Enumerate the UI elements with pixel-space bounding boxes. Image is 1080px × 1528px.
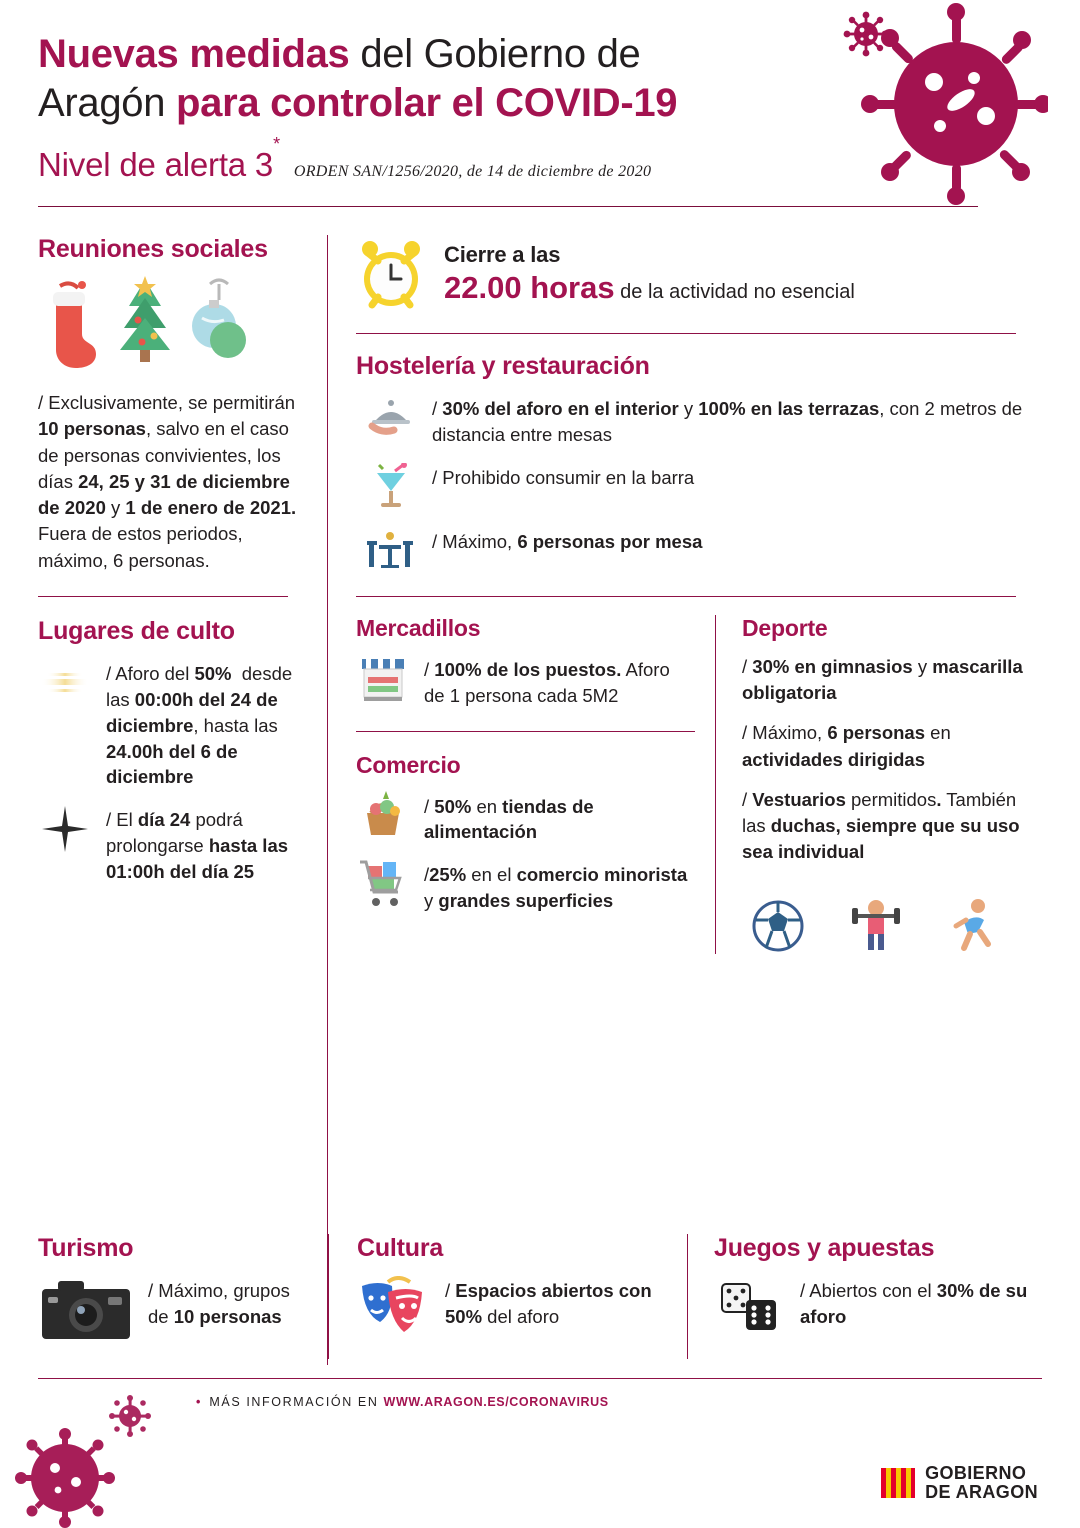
aragon-flag-icon [881,1468,915,1498]
theatre-masks-icon [357,1275,431,1339]
food-tray-icon [364,393,418,443]
comercio-item-1 [356,791,695,846]
turismo-item [38,1275,310,1345]
right-divider-2 [356,596,1016,597]
alert-level-label: Nivel de alerta 3 [38,145,274,183]
hosteleria-item-2 [364,462,1042,512]
logo-line-1: GOBIERNO [925,1463,1027,1484]
culto-item-1-text: / Aforo del 50% desde las 00:00h del 24 de diciembre, hasta las 24.00h del 6 de diciembre [106,662,293,788]
bullet-icon: • [196,1395,202,1409]
hosteleria-item-1 [364,393,1042,448]
star-sparkle-icon [38,804,92,854]
mercadillos-item-1 [356,654,695,709]
section-title-cultura: Cultura [357,1234,444,1262]
footer-coronavirus-illustration [10,1378,160,1528]
hosteleria-item-3-text: / Máximo, 6 personas por mesa [432,530,703,552]
christmas-stocking-icon [42,280,100,368]
turismo-text: / Máximo, grupos de 10 personas [148,1280,290,1327]
footer-divider [38,1378,1042,1379]
market-stall-icon [356,654,410,704]
closing-banner [356,235,1042,313]
closing-line-1: Cierre a las [444,242,561,267]
football-icon [750,898,806,954]
reuniones-text: / Exclusivamente, se permitirán 10 personas, salvo en el caso de personas convivientes, los días 24, 25 y 31 de diciembre de 2020 y 1 de enero de 2021. Fuera de estos periodos, máximo, 6 personas. [38,392,297,571]
christmas-bauble-icon [190,278,248,368]
footer [0,1378,1080,1528]
hosteleria-item-2-text: / Prohibido consumir en la barra [432,466,695,488]
header [38,0,1042,215]
grocery-basket-icon [356,791,410,841]
culto-item-1 [38,658,309,790]
alert-level [38,133,280,184]
hosteleria-item-3 [364,526,1042,576]
juegos-item [714,1275,1042,1339]
deporte-item-3: / Vestuarios permitidos. También las duchas, siempre que su uso sea individual [742,788,1020,863]
section-title-reuniones: Reuniones sociales [38,235,268,263]
cocktail-icon [364,462,418,512]
gobierno-logo-text [925,1464,1038,1502]
main-content [38,235,1042,1365]
cultura-block [328,1234,688,1359]
bottom-row [38,1234,1042,1359]
running-icon [946,896,1000,954]
closing-suffix: de la actividad no esencial [614,281,855,303]
section-title-culto: Lugares de culto [38,616,235,645]
alert-level-asterisk: * [273,133,280,154]
weightlifting-icon [846,896,906,954]
light-rays-icon [38,658,92,708]
section-title-juegos: Juegos y apuestas [714,1234,935,1262]
gobierno-de-aragon-logo [881,1464,1038,1502]
cultura-item [357,1275,667,1339]
section-title-mercadillos: Mercadillos [356,614,481,641]
juegos-block [688,1234,1042,1359]
order-reference: ORDEN SAN/1256/2020, de 14 de diciembre de 2020 [293,162,652,180]
christmas-tree-icon [114,276,176,368]
more-info [196,1395,1080,1409]
section-title-comercio: Comercio [356,751,461,778]
camera-icon [38,1275,134,1345]
closing-hours: 22.00 horas [444,270,615,305]
title-part-1: Nuevas medidas [38,32,350,76]
christmas-icons [42,276,309,368]
title-part-3: Aragón [38,80,176,125]
deporte-item-1: / 30% en gimnasios y mascarilla obligatoria [742,655,1023,704]
deporte-icons [750,884,1042,954]
section-title-deporte: Deporte [742,614,828,641]
culto-item-2-text: / El día 24 podrá prolongarse hasta las 01:00h del día 25 [106,809,289,883]
title-part-2: del Gobierno de [349,32,641,76]
closing-line-2 [444,270,855,306]
comercio-item-2-text: /25% en el comercio minorista y grandes superficies [424,864,688,912]
title-part-4: para controlar el COVID-19 [176,80,678,125]
turismo-block [38,1234,328,1359]
sub-columns [356,615,1042,954]
cultura-text: / Espacios abiertos con 50% del aforo [445,1280,652,1327]
hosteleria-item-1-text: / 30% del aforo en el interior y 100% en las terrazas, con 2 metros de distancia entre mesas [432,398,1023,445]
sub-left-divider [356,731,695,732]
more-info-url[interactable]: WWW.ARAGON.ES/CORONAVIRUS [383,1395,609,1409]
logo-line-2: DE ARAGON [925,1482,1038,1503]
right-column [328,235,1042,1365]
mercadillos-item-1-text: / 100% de los puestos. Aforo de 1 persona cada 5M2 [424,658,670,706]
left-divider-1 [38,596,288,597]
right-divider-1 [356,333,1016,334]
page-title [38,30,838,128]
more-info-label: MÁS INFORMACIÓN EN [209,1395,384,1409]
coronavirus-small-icon [842,10,890,58]
sub-column-right [716,615,1042,954]
juegos-text: / Abiertos con el 30% de su aforo [800,1280,1028,1327]
dice-icon [714,1275,786,1339]
section-title-hosteleria: Hostelería y restauración [356,352,650,380]
comercio-item-1-text: / 50% en tiendas de alimentación [424,795,594,843]
comercio-item-2 [356,859,695,914]
table-chairs-icon [364,526,418,576]
deporte-item-2: / Máximo, 6 personas en actividades dirigidas [742,722,951,770]
closing-text [444,242,855,306]
alarm-clock-icon [356,235,426,313]
left-column [38,235,328,1365]
shopping-cart-icon [356,859,410,909]
sub-column-left [356,615,716,954]
section-title-turismo: Turismo [38,1234,134,1262]
culto-item-2 [38,804,309,885]
